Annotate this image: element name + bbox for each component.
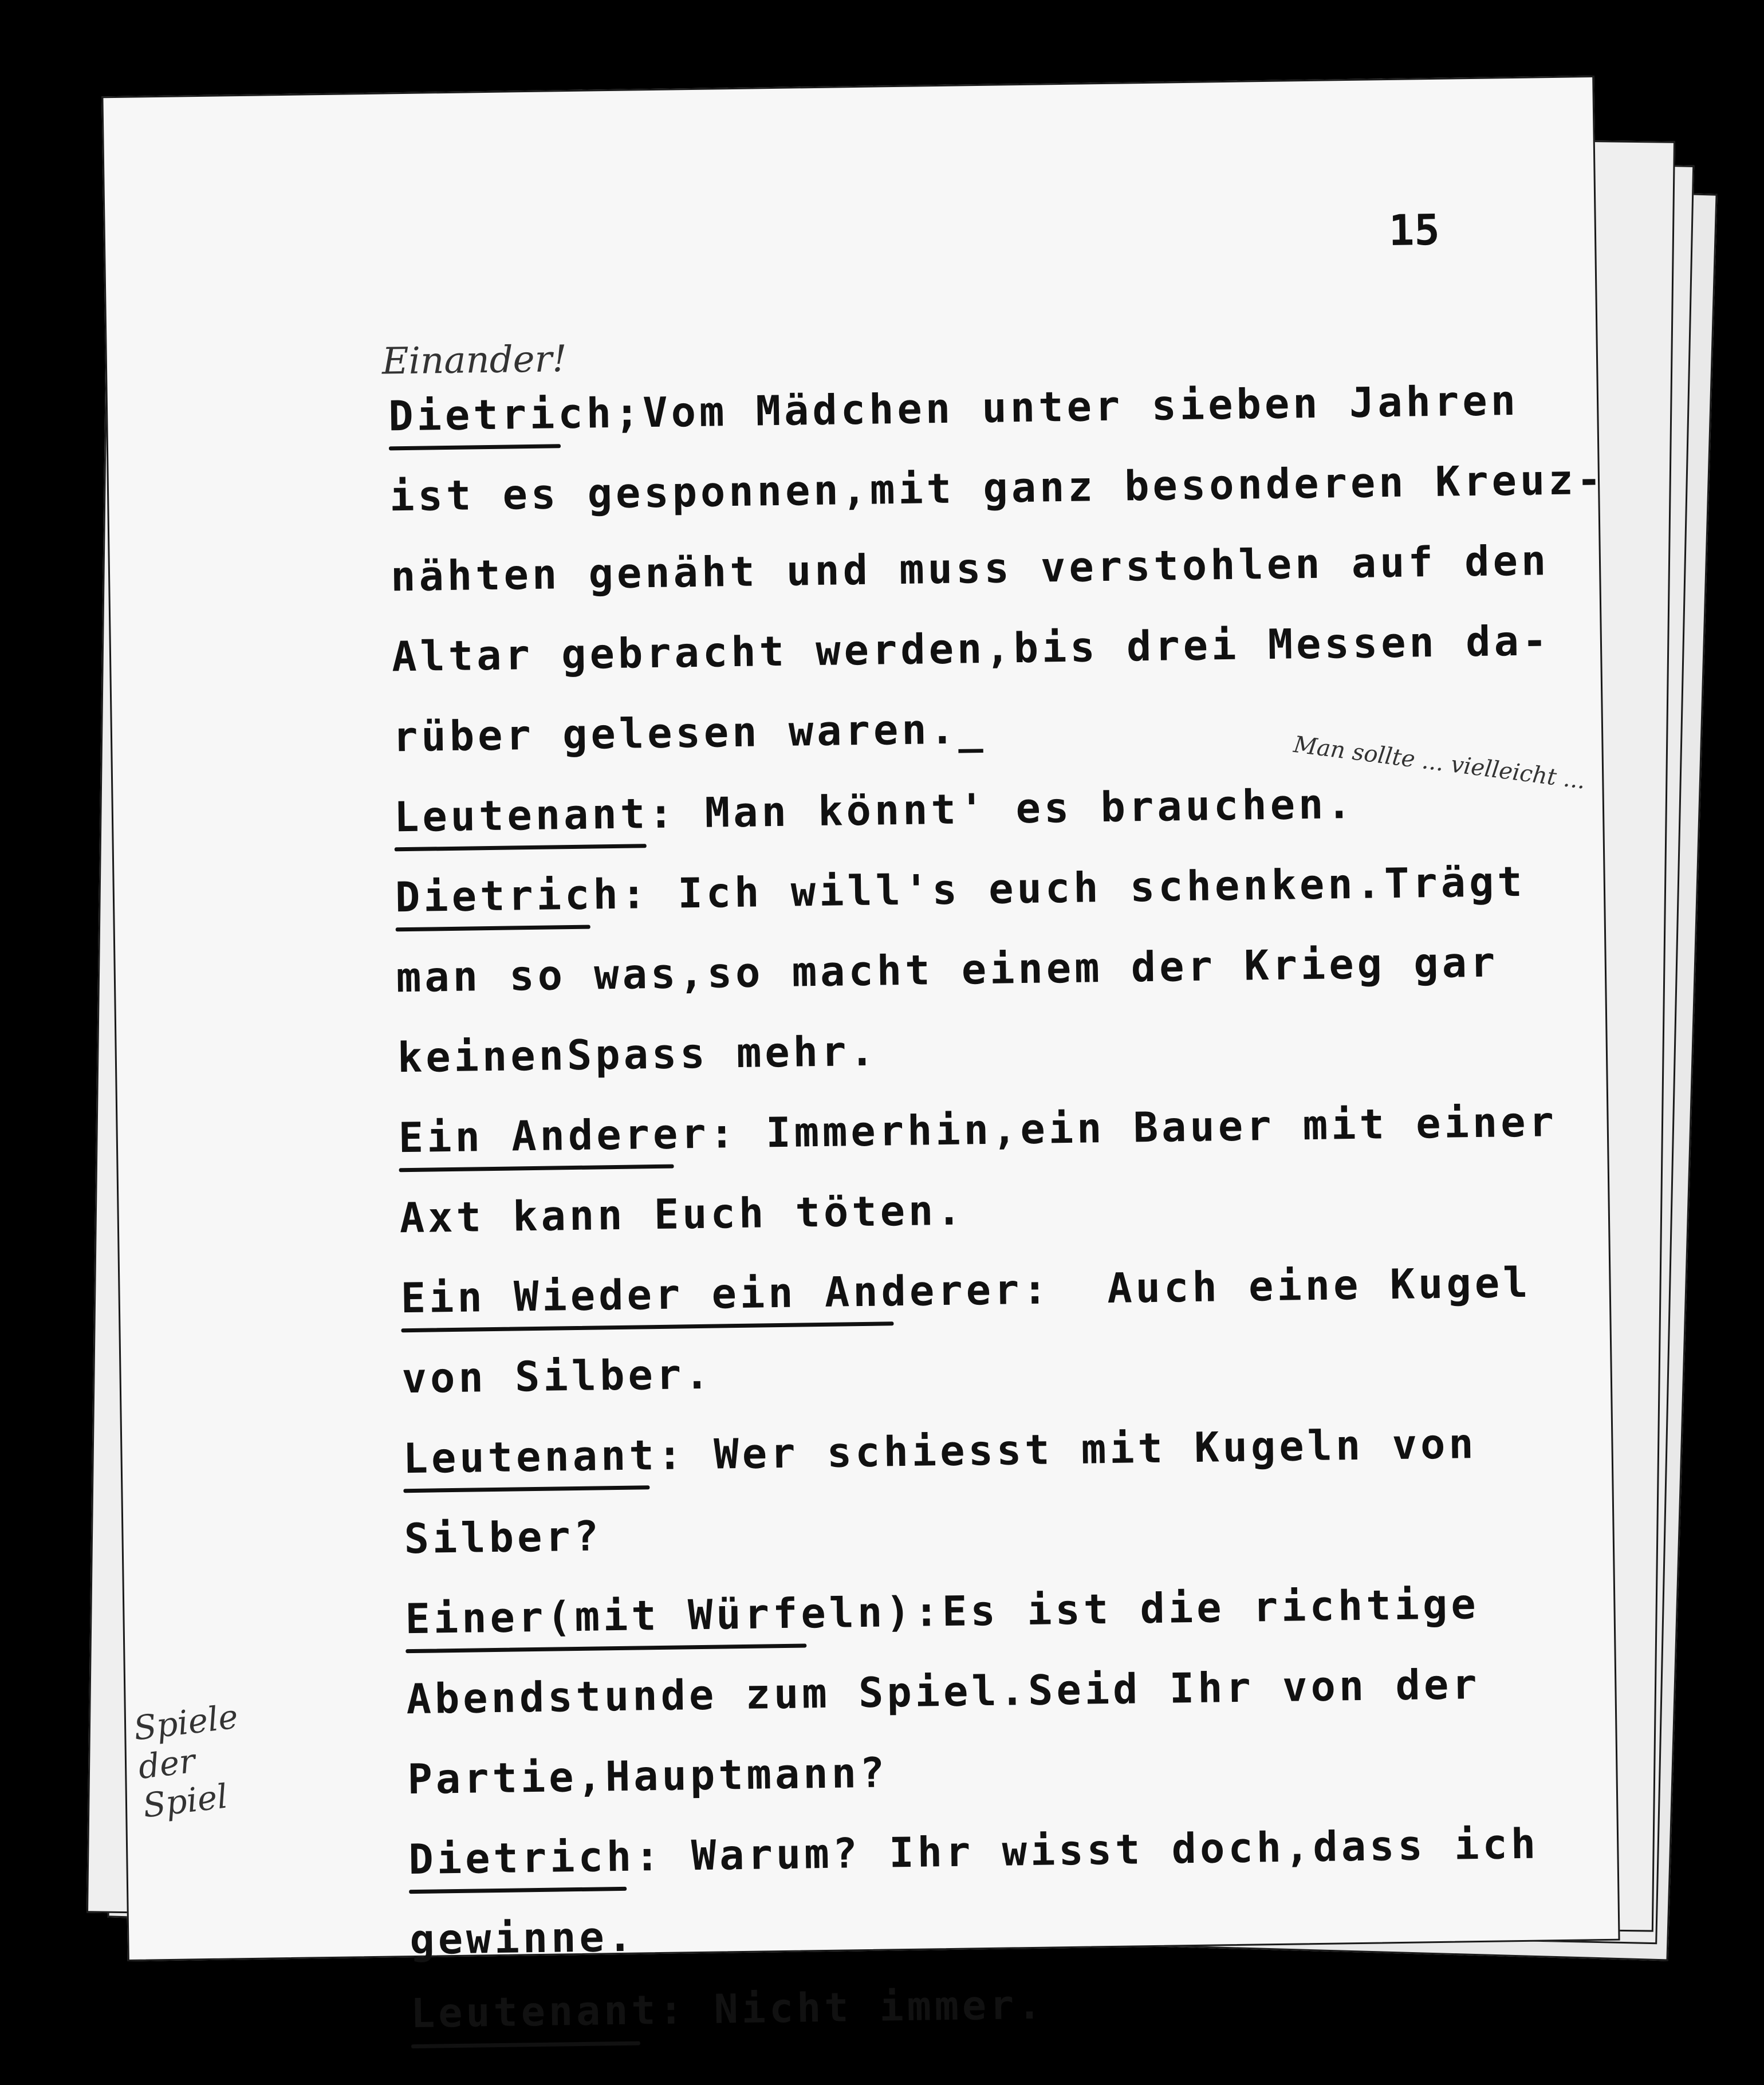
text-line: Altar gebracht werden,bis drei Messen da- (391, 616, 1551, 681)
text-line: Dietrich: Ich will's euch schenken.Trägt (395, 857, 1526, 922)
text-line: Leutenant: Wer schiesst mit Kugeln von (403, 1419, 1478, 1483)
text-line: man so was,so macht einem der Krieg gar (396, 938, 1499, 1002)
speaker-underline (395, 844, 647, 851)
text-line: Partie,Hauptmann? (407, 1748, 888, 1804)
text-line: Leutenant: Man könnt' es brauchen. (393, 779, 1356, 841)
handwritten-note-top: Einander! (381, 338, 568, 383)
speaker-underline (389, 444, 561, 450)
handwritten-note-right: Man sollte ... vielleicht ... (1292, 731, 1587, 794)
text-line: von Silber. (401, 1350, 714, 1403)
speaker-underline (396, 925, 590, 932)
speaker-underline (399, 1165, 674, 1173)
text-line: nähten genäht und muss verstohlen auf den (390, 536, 1550, 601)
text-line: Ein Wieder ein Anderer: Auch eine Kugel (400, 1258, 1532, 1323)
text-line: Dietrich;Vom Mädchen unter sieben Jahren (388, 376, 1519, 440)
text-line: Einer(mit Würfeln):Es ist die richtige (404, 1580, 1480, 1643)
speaker-underline (411, 2041, 640, 2049)
typed-text-area (103, 77, 1618, 2037)
text-line: keinenSpass mehr. (397, 1026, 879, 1082)
page-number: 15 (1388, 205, 1440, 255)
typescript-page (101, 76, 1620, 2037)
speaker-underline (403, 1485, 649, 1493)
text-line: Ein Anderer: Immerhin,ein Bauer mit einer (398, 1097, 1558, 1162)
text-line: gewinne. (409, 1912, 636, 1964)
speaker-underline (401, 1321, 893, 1332)
speaker-underline (409, 1887, 627, 1894)
text-line: Dietrich: Warum? Ihr wisst doch,dass ich (408, 1819, 1539, 1884)
text-line: Silber? (404, 1512, 603, 1563)
speaker-underline (405, 1643, 806, 1653)
handwritten-note-margin: Spiele der Spiel (131, 1697, 241, 1826)
text-line: Abendstunde zum Spiel.Seid Ihr von der (405, 1660, 1481, 1724)
text-line: Leutenant: Nicht immer. (410, 1981, 1045, 2037)
text-line: ist es gesponnen,mit ganz besonderen Kreuz- (389, 455, 1605, 521)
text-line: rüber gelesen waren._ (392, 704, 987, 761)
text-line: Axt kann Euch töten. (399, 1186, 966, 1242)
